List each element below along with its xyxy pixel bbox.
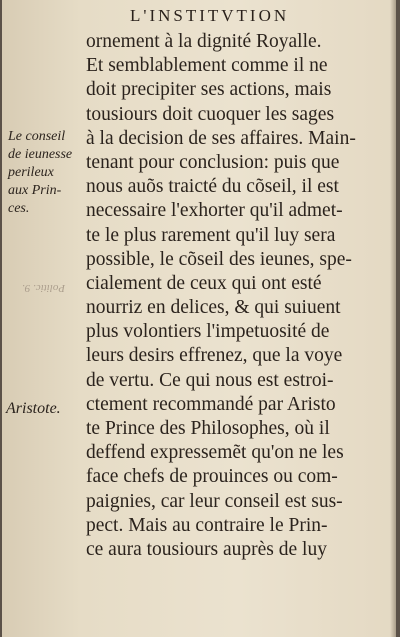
text-line: te le plus rarement qu'il luy sera — [86, 224, 336, 246]
text-line: plus volontiers l'impetuosité de — [86, 321, 330, 343]
text-line: paignies, car leur conseil est sus- — [86, 490, 343, 512]
text-line: tousiours doit cuoquer les sages — [86, 103, 335, 125]
text-line: leurs desirs effrenez, que la voye — [86, 345, 343, 367]
text-line: necessaire l'exhorter qu'il admet- — [86, 200, 343, 222]
text-line: pect. Mais au contraire le Prin- — [86, 514, 328, 536]
text-line: ctement recommandé par Aristo — [86, 393, 336, 415]
text-line: tenant pour conclusion: puis que — [86, 151, 340, 173]
text-line: Et semblablement comme il ne — [86, 55, 328, 77]
text-line: ce aura tousiours auprès de luy — [86, 538, 327, 560]
marginal-note-line: Le conseil — [8, 129, 66, 144]
marginal-note-line: de ieunesse — [8, 147, 73, 162]
page-edge-shadow — [390, 0, 396, 637]
marginal-note-line: ces. — [8, 201, 30, 216]
text-line: à la decision de ses affaires. Main- — [86, 127, 356, 149]
marginal-note-conseil — [8, 128, 80, 218]
marginal-note-aristote: Aristote. — [6, 400, 61, 417]
text-line: possible, le cõseil des ieunes, spe- — [86, 248, 352, 270]
body-text — [86, 30, 382, 562]
text-line: nourriz en delices, & qui suiuent — [86, 297, 341, 319]
text-line: te Prince des Philosophes, où il — [86, 418, 330, 439]
text-line: face chefs de prouinces ou com- — [86, 466, 338, 488]
text-line: cialement de ceux qui ont esté — [86, 272, 322, 294]
faint-show-through-mark: Politic. 9. — [22, 282, 66, 294]
running-head: L'INSTITVTION — [130, 6, 290, 25]
text-line: nous auõs traicté du cõseil, il est — [86, 176, 339, 198]
text-line: doit precipiter ses actions, mais — [86, 79, 332, 101]
text-line: ornement à la dignité Royalle. — [86, 31, 322, 52]
book-page — [2, 0, 396, 637]
marginal-note-line: perileux — [8, 165, 54, 180]
text-line: de vertu. Ce qui nous est estroi- — [86, 369, 334, 391]
marginal-note-line: aux Prin- — [8, 183, 62, 198]
text-line: deffend expressemẽt qu'on ne les — [86, 442, 344, 464]
